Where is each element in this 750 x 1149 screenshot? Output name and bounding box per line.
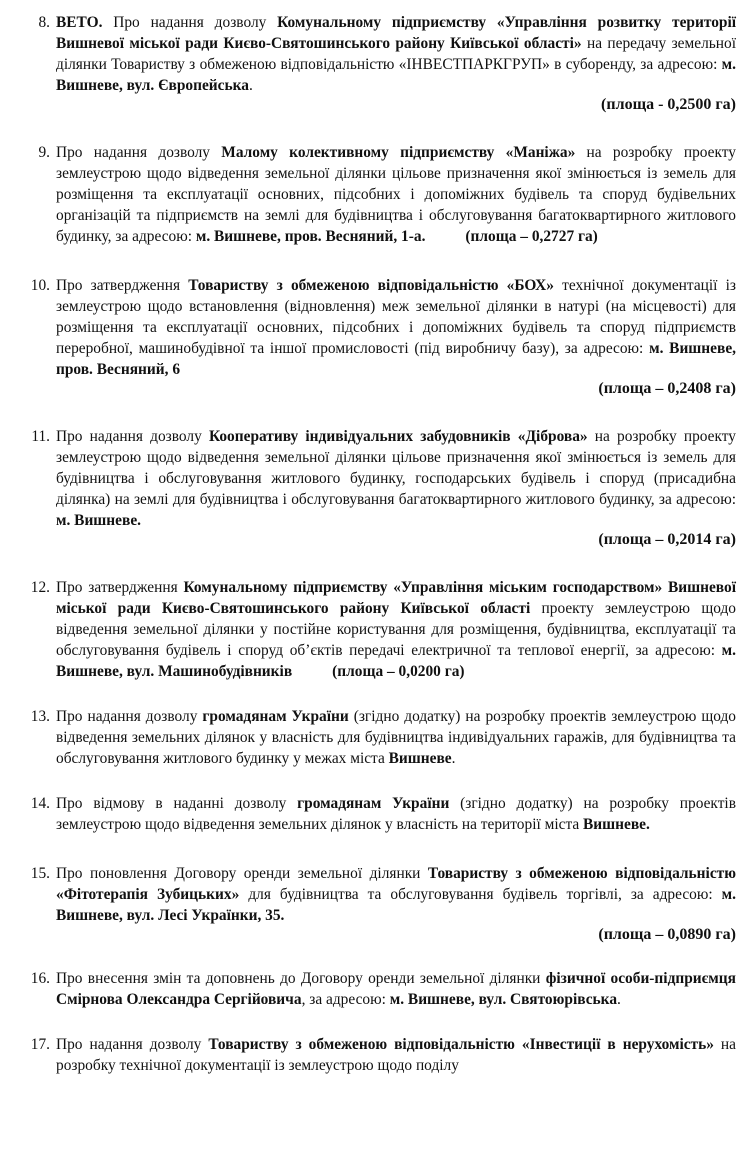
item-text: для будівництва та обслуговування будівель торгівлі, за адресою: (239, 886, 722, 903)
item-spacer (18, 769, 736, 793)
bold-text: громадянам України (297, 795, 450, 812)
bold-text: Вишневе. (583, 816, 650, 833)
item-number: 16. (30, 970, 50, 987)
item-text: Про надання дозволу (56, 144, 222, 161)
item-number: 8. (38, 14, 50, 31)
item-text: Про надання дозволу (102, 14, 278, 31)
item-text: на розробку проекту землеустрою щодо відведення земельної ділянки цільове призначення якої змінюється із земель для будівництва і обслуговування житлового будинку, господарських будівель і споруд (присадибна ділянка) на землі для будівництва і обслуговування багатоквартирного житлового будинку, за адресою: (56, 428, 736, 508)
item-number: 17. (30, 1036, 50, 1053)
item-spacer (18, 247, 736, 275)
item-number: 11. (31, 428, 50, 445)
agenda-item (18, 793, 736, 835)
item-number: 15. (30, 865, 50, 882)
item-text: (згідно додатку) на розробку проектів землеустрою щодо відведення земельних ділянок у власність на території міста (56, 795, 736, 833)
bold-text: Товариству з обмеженою відповідальністю «Інвестиції в нерухомість» (208, 1036, 714, 1053)
item-text: , за адресою: (301, 991, 390, 1008)
item-spacer (18, 549, 736, 577)
item-text: Про затвердження (56, 579, 184, 596)
bold-text: ВЕТО. (56, 14, 103, 31)
item-text: . (617, 991, 621, 1008)
bold-text: Товариству з обмеженою відповідальністю «Фітотерапія Зубицьких» (56, 865, 736, 903)
item-text: Про затвердження (56, 277, 189, 294)
item-number: 9. (38, 144, 50, 161)
bold-text: Комунальному підприємству «Управління розвитку території Вишневої міської ради Києво-Святошинського району Київської області» (56, 14, 736, 52)
bold-text: м. Вишневе, пров. Весняний, 1-а. (195, 228, 426, 245)
item-text: Про поновлення Договору оренди земельної ділянки (56, 865, 428, 882)
item-text: . (451, 750, 456, 767)
agenda-item (18, 12, 736, 96)
bold-text: Кооперативу індивідуальних забудовників «Діброва» (208, 428, 588, 445)
bold-text: Товариству з обмеженою відповідальністю «БОХ» (188, 277, 554, 294)
item-area: (площа – 0,0890 га) (598, 926, 736, 943)
item-number: 13. (30, 708, 50, 725)
bold-text: Вишневе (388, 750, 452, 767)
item-text: на передачу земельної ділянки Товариству з обмеженою відповідальністю «ІНВЕСТПАРКГРУП» в суборенду, за адресою: (56, 35, 736, 73)
agenda-item (18, 863, 736, 926)
item-spacer (18, 682, 736, 706)
item-spacer (18, 1010, 736, 1034)
item-spacer (18, 114, 736, 142)
bold-text: м. Вишневе, вул. Лесі Українки, 35. (56, 886, 736, 924)
agenda-item (18, 706, 736, 769)
bold-text: громадянам України (202, 708, 349, 725)
bold-text: Малому колективному підприємству «Маніжа» (221, 144, 576, 161)
item-text: Про надання дозволу (56, 1036, 209, 1053)
agenda-item (18, 426, 736, 531)
item-text: Про надання дозволу (56, 708, 203, 725)
agenda-item (18, 1034, 736, 1076)
item-text: . (248, 77, 253, 94)
item-area: (площа - 0,2500 га) (601, 96, 736, 113)
item-spacer (18, 398, 736, 426)
bold-text: м. Вишневе, вул. Машинобудівників (56, 642, 736, 680)
item-text: на розробку проекту землеустрою щодо відведення земельної ділянки цільове призначення якої змінюється із земель для розміщення та експлуатації основних, підсобних і допоміжних будівель та споруд будівельних організацій та підприємств на землі для будівництва і обслуговування багатоквартирного житлового будинку, за адресою: (56, 144, 736, 245)
item-spacer (18, 835, 736, 863)
bold-text: м. Вишневе, пров. Весняний, 6 (56, 340, 736, 378)
bold-text: м. Вишневе, вул. Європейська (56, 56, 736, 94)
agenda-item (18, 577, 736, 682)
item-area: (площа – 0,2408 га) (598, 380, 736, 397)
item-number: 10. (30, 277, 50, 294)
item-area: (площа – 0,0200 га) (332, 663, 465, 680)
item-number: 14. (30, 795, 50, 812)
bold-text: м. Вишневе, вул. Святоюрівська (389, 991, 618, 1008)
agenda-item (18, 142, 736, 247)
item-text: Про надання дозволу (56, 428, 209, 445)
agenda-item (18, 968, 736, 1010)
agenda-item (18, 275, 736, 380)
bold-text: Комунальному підприємству «Управління міським господарством» Вишневої міської ради Києво-Святошинського району Київської області (56, 579, 736, 617)
item-text: (згідно додатку) на розробку проектів землеустрою щодо відведення земельних ділянок у власність для будівництва індивідуальних гаражів, для будівництва та обслуговування житлового будинку у межах міста (56, 708, 736, 767)
item-text: Про внесення змін та доповнень до Договору оренди земельної ділянки (56, 970, 546, 987)
item-text: технічної документації із землеустрою щодо встановлення (відновлення) меж земельної ділянки в натурі (на місцевості) для розміщення та експлуатації основних, підсобних і допоміжних будівель та споруд підприємств переробної, машинобудівної та іншої промисловості (під виробничу базу), за адресою: (56, 277, 736, 357)
bold-text: фізичної особи-підприємця Смірнова Олександра Сергійовича (56, 970, 736, 1008)
item-text: на розробку технічної документації із землеустрою щодо поділу (56, 1036, 737, 1074)
item-spacer (18, 944, 736, 968)
agenda-list (18, 12, 736, 1076)
item-area: (площа – 0,2014 га) (598, 531, 736, 548)
item-text: проекту землеустрою щодо відведення земельної ділянки у постійне користування для розміщення, будівництва, експлуатації та обслуговування будівель і споруд об’єктів передачі електричної та теплової енергії, за адресою: (56, 600, 736, 659)
item-text: Про відмову в наданні дозволу (56, 795, 298, 812)
item-area: (площа – 0,2727 га) (465, 228, 598, 245)
item-number: 12. (30, 579, 50, 596)
bold-text: м. Вишневе. (56, 512, 141, 529)
